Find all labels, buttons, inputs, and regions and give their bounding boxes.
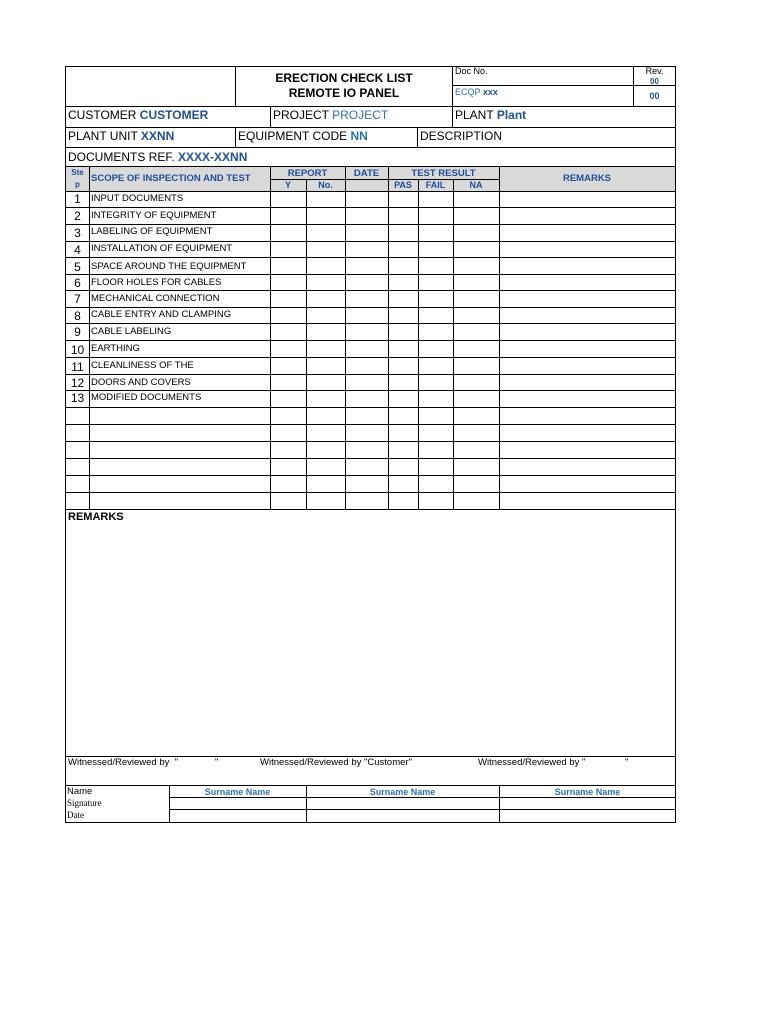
- test-result-header: TEST RESULT: [411, 168, 476, 179]
- info-divider-plant: [452, 106, 453, 127]
- step-header-line1: Ste: [71, 168, 84, 177]
- row-step: 12: [70, 376, 85, 390]
- description-label: DESCRIPTION: [420, 129, 503, 143]
- row-scope: LABELING OF EQUIPMENT: [91, 226, 213, 237]
- signoff-row-line: [169, 809, 676, 810]
- row-line: [65, 307, 676, 308]
- row-line: [65, 224, 676, 225]
- info-divider-desc: [417, 127, 418, 147]
- row-scope: INSTALLATION OF EQUIPMENT: [91, 243, 233, 254]
- rev-label: Rev.: [645, 66, 664, 76]
- documents-ref-value: XXXX-XXNN: [178, 150, 248, 164]
- plant-unit-value: XXNN: [140, 129, 175, 143]
- step-header-line2: p: [75, 180, 80, 189]
- info-divider-equip: [235, 127, 236, 147]
- row-scope: DOORS AND COVERS: [91, 377, 191, 388]
- equipment-code-value: NN: [350, 129, 368, 143]
- row-line: [65, 290, 676, 291]
- info-row-3: [65, 147, 676, 148]
- report-no-header: No.: [318, 180, 333, 190]
- project-field: [273, 109, 388, 121]
- remarks-column-header: REMARKS: [562, 173, 612, 184]
- row-step: 8: [74, 309, 81, 323]
- documents-ref-label: DOCUMENTS REF.: [68, 150, 175, 164]
- row-line: [65, 407, 676, 408]
- row-line: [65, 257, 676, 258]
- row-scope: CABLE LABELING: [91, 326, 172, 337]
- row-line: [65, 207, 676, 208]
- customer-value: CUSTOMER: [139, 108, 209, 122]
- equipment-code-label: EQUIPMENT CODE: [238, 129, 348, 143]
- doc-no-label: Doc No.: [455, 66, 488, 76]
- na-header: NA: [469, 180, 483, 190]
- row-line: [65, 441, 676, 442]
- rev-value: 00: [649, 91, 660, 101]
- row-line: [65, 374, 676, 375]
- header-divider-right: [452, 66, 453, 106]
- witness-label-3: Witnessed/Reviewed by " ": [478, 757, 629, 768]
- info-row-top: [65, 106, 676, 107]
- date-header: DATE: [353, 168, 380, 179]
- row-line: [65, 475, 676, 476]
- row-line: [65, 274, 676, 275]
- project-label: PROJECT: [273, 108, 329, 122]
- row-step: 7: [74, 292, 81, 306]
- row-scope: SPACE AROUND THE EQUIPMENT: [91, 261, 247, 272]
- col-line-report-y: [306, 179, 307, 509]
- date-label: Date: [67, 810, 84, 820]
- row-step: 9: [74, 325, 81, 339]
- report-header: REPORT: [287, 168, 328, 179]
- row-line: [65, 357, 676, 358]
- row-step: 13: [70, 391, 85, 405]
- form-title-line2: REMOTE IO PANEL: [288, 86, 400, 100]
- plant-unit-label: PLANT UNIT: [68, 129, 138, 143]
- row-line: [65, 241, 676, 242]
- row-step: 5: [74, 260, 81, 274]
- fail-header: FAIL: [425, 180, 446, 190]
- row-scope: INTEGRITY OF EQUIPMENT: [91, 210, 217, 221]
- signoff-top-line: [65, 785, 676, 786]
- col-line-pass: [418, 179, 419, 509]
- row-line: [65, 424, 676, 425]
- documents-ref-field: [68, 151, 247, 163]
- row-step: 3: [74, 226, 81, 240]
- row-line: [65, 458, 676, 459]
- table-header-bottom: [65, 191, 676, 192]
- row-scope: MODIFIED DOCUMENTS: [91, 392, 202, 403]
- customer-field: [68, 109, 208, 121]
- customer-label: CUSTOMER: [68, 108, 137, 122]
- equipment-code-field: [238, 130, 368, 142]
- row-step: 2: [74, 209, 81, 223]
- row-scope: FLOOR HOLES FOR CABLES: [91, 277, 222, 288]
- row-step: 4: [74, 243, 81, 257]
- row-line: [65, 492, 676, 493]
- row-step: 1: [74, 192, 81, 206]
- signature-label: Signature: [67, 798, 102, 808]
- row-line: [65, 340, 676, 341]
- row-scope: INPUT DOCUMENTS: [91, 193, 184, 204]
- scope-header: SCOPE OF INSPECTION AND TEST: [91, 173, 251, 184]
- witness-label-1: Witnessed/Reviewed by " ": [68, 757, 219, 768]
- row-scope: CABLE ENTRY AND CLAMPING: [91, 309, 232, 320]
- plant-field: [455, 109, 526, 121]
- project-value: PROJECT: [332, 108, 389, 122]
- table-header-subline: [270, 179, 499, 180]
- signoff-name-2: Surname Name: [369, 787, 436, 797]
- pass-header: PAS: [394, 180, 412, 190]
- plant-label: PLANT: [455, 108, 494, 122]
- signoff-name-1: Surname Name: [204, 787, 271, 797]
- doc-no-number: xxx: [482, 87, 498, 97]
- info-row-2: [65, 127, 676, 128]
- signoff-name-3: Surname Name: [554, 787, 621, 797]
- row-step: 10: [70, 343, 85, 357]
- info-divider-project: [270, 106, 271, 127]
- row-scope: MECHANICAL CONNECTION: [91, 293, 220, 304]
- row-step: 11: [71, 360, 84, 374]
- witness-label-2: Witnessed/Reviewed by "Customer": [260, 757, 412, 768]
- plant-unit-field: [68, 130, 174, 142]
- row-scope: CLEANLINESS OF THE: [91, 360, 194, 371]
- report-y-header: Y: [284, 180, 291, 190]
- form-title-line1: ERECTION CHECK LIST: [275, 71, 413, 85]
- plant-value: Plant: [496, 108, 527, 122]
- row-line: [65, 390, 676, 391]
- doc-no-value: [455, 88, 498, 97]
- row-step: 6: [74, 276, 81, 290]
- signoff-row-line: [169, 797, 676, 798]
- table-bottom-line: [65, 509, 676, 510]
- name-label: Name: [67, 786, 93, 797]
- col-line-fail: [453, 179, 454, 509]
- row-scope: EARTHING: [91, 343, 140, 354]
- row-line: [65, 323, 676, 324]
- rev-value-top: 00: [650, 77, 659, 86]
- remarks-label: REMARKS: [68, 511, 124, 523]
- doc-no-prefix: ECQP: [455, 87, 481, 97]
